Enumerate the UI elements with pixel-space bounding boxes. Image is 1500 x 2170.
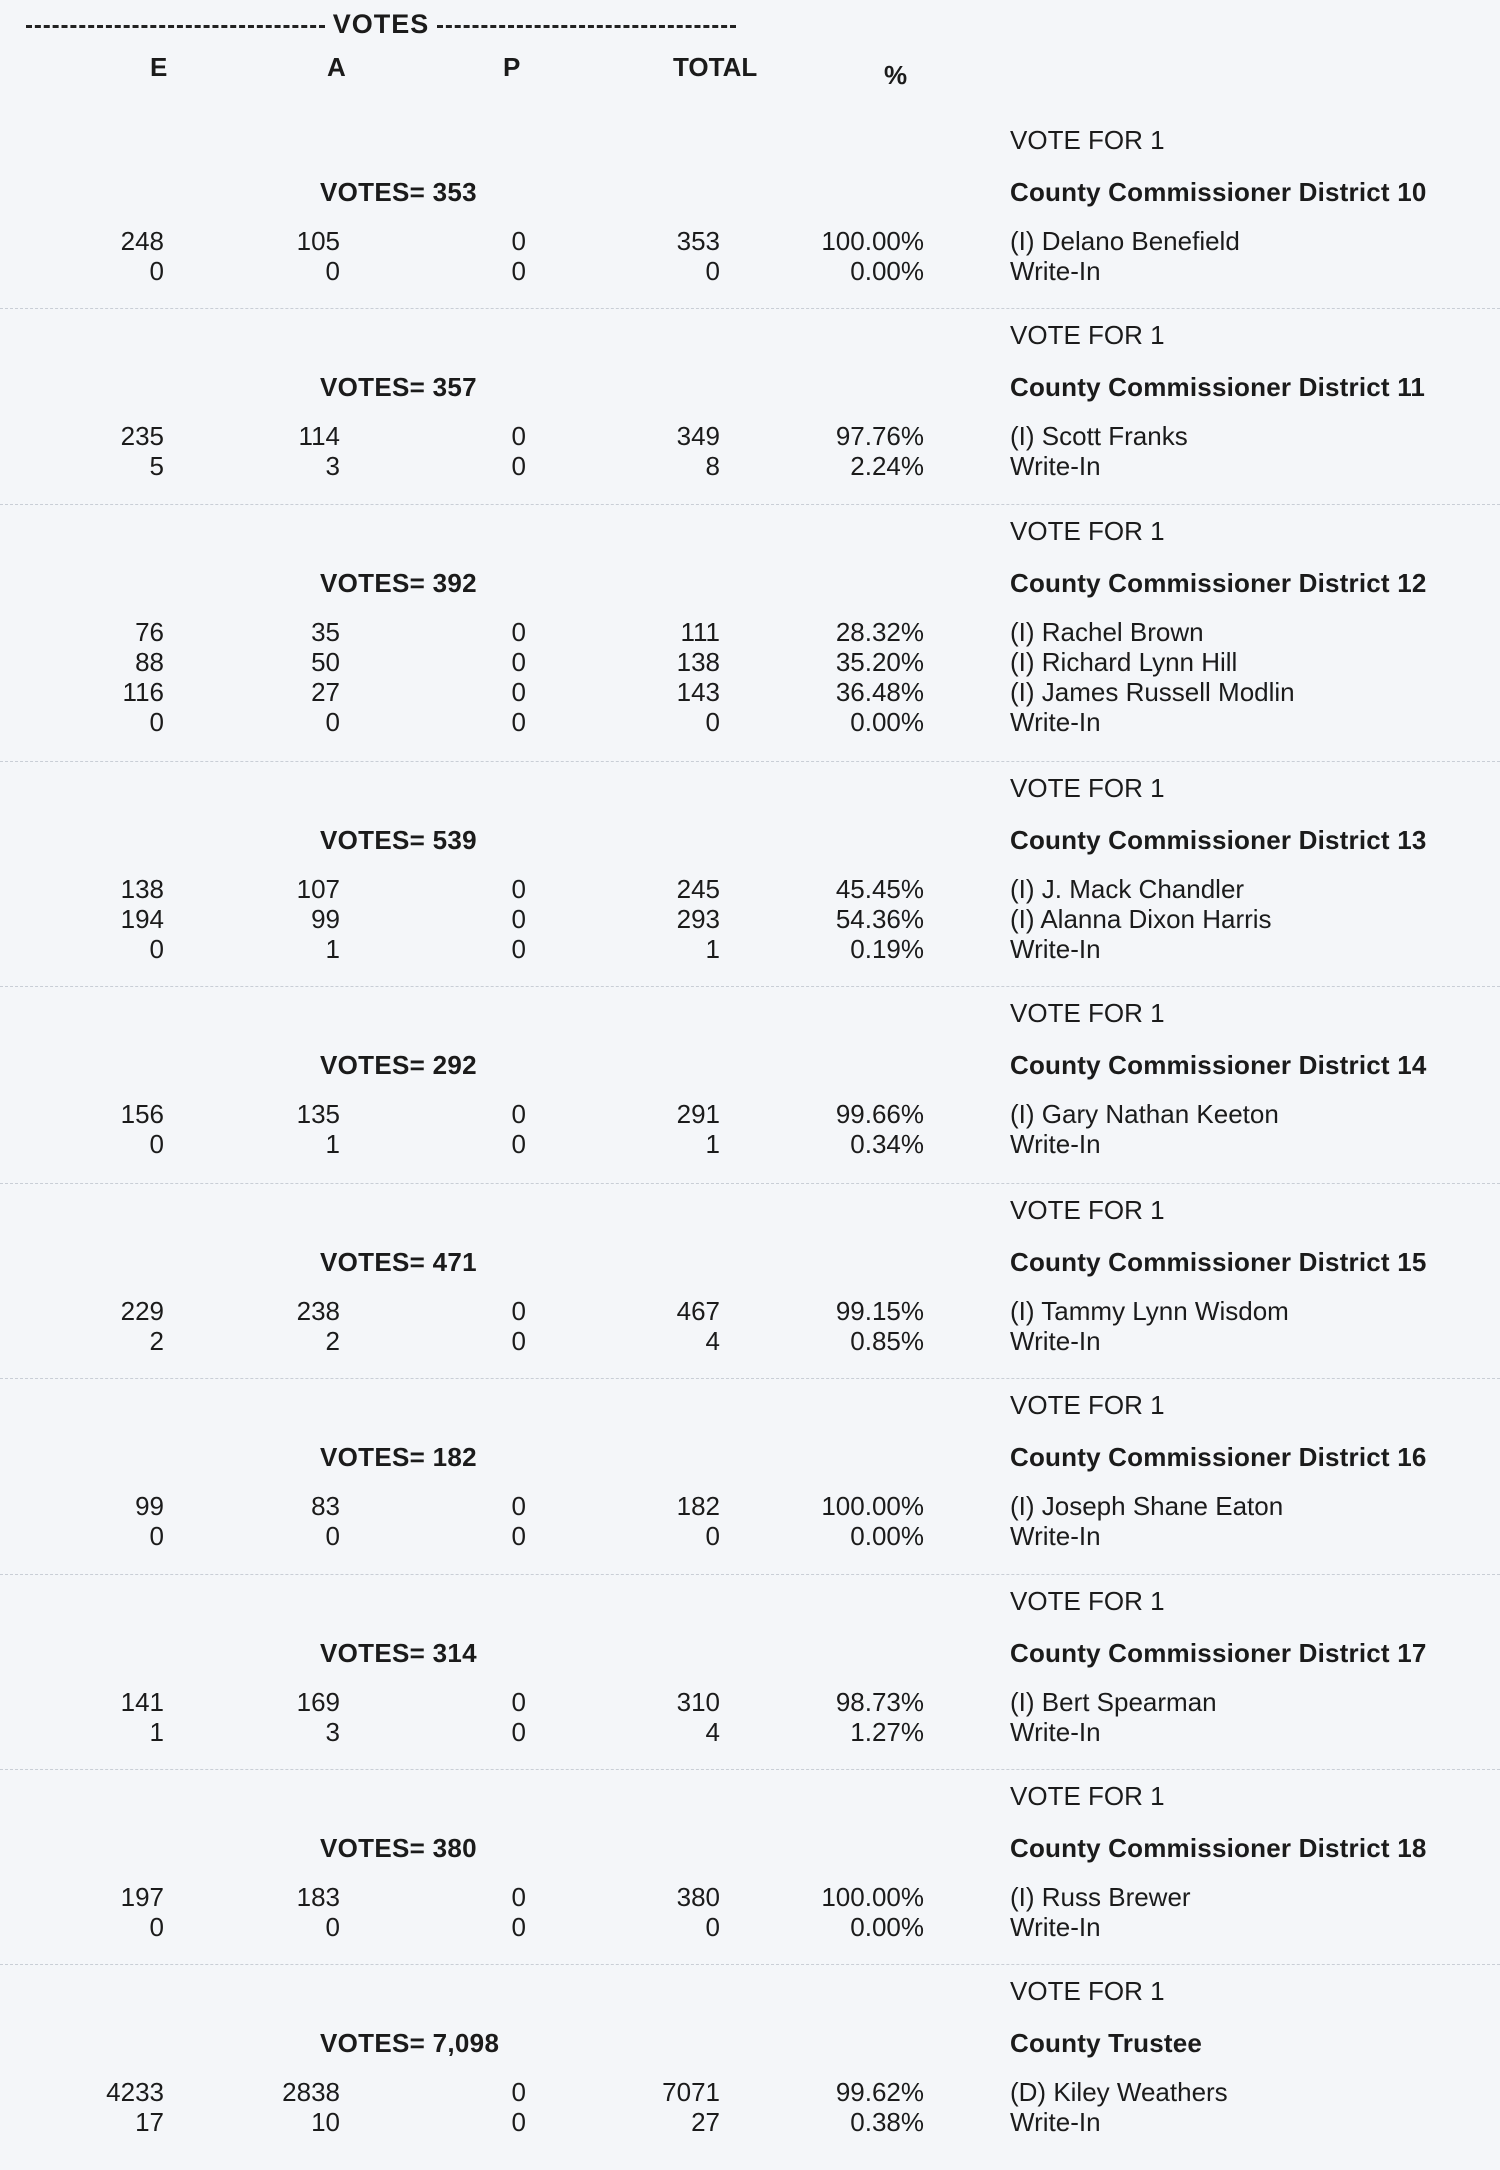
cell-e: 141 bbox=[120, 1687, 164, 1717]
contest-total-votes: VOTES= 292 bbox=[320, 1050, 477, 1080]
vote-for-label: VOTE FOR 1 bbox=[1010, 125, 1165, 155]
cell-e: 0 bbox=[149, 1912, 164, 1942]
cell-percent: 0.00% bbox=[850, 256, 924, 286]
vote-for-label: VOTE FOR 1 bbox=[1010, 1195, 1165, 1225]
cell-total: 182 bbox=[676, 1491, 720, 1521]
cell-p: 0 bbox=[511, 2107, 526, 2137]
cell-a: 83 bbox=[311, 1491, 340, 1521]
banner-dashes-right bbox=[437, 25, 736, 28]
cell-p: 0 bbox=[511, 677, 526, 707]
candidate-name: Write-In bbox=[1010, 256, 1101, 286]
vote-for-label: VOTE FOR 1 bbox=[1010, 1976, 1165, 2006]
cell-p: 0 bbox=[511, 256, 526, 286]
cell-total: 0 bbox=[705, 1912, 720, 1942]
cell-a: 1 bbox=[325, 1129, 340, 1159]
cell-e: 197 bbox=[120, 1882, 164, 1912]
cell-e: 116 bbox=[122, 677, 164, 707]
candidate-name: Write-In bbox=[1010, 934, 1101, 964]
cell-a: 107 bbox=[296, 874, 340, 904]
cell-a: 27 bbox=[311, 677, 340, 707]
cell-p: 0 bbox=[511, 1129, 526, 1159]
cell-a: 3 bbox=[325, 1717, 340, 1747]
cell-e: 0 bbox=[149, 1129, 164, 1159]
office-title: County Commissioner District 16 bbox=[1010, 1442, 1427, 1472]
candidate-row bbox=[0, 451, 1500, 481]
cell-e: 88 bbox=[135, 647, 164, 677]
cell-e: 0 bbox=[149, 1521, 164, 1551]
candidate-row bbox=[0, 1687, 1500, 1717]
candidate-name: (I) Russ Brewer bbox=[1010, 1882, 1191, 1912]
cell-e: 229 bbox=[120, 1296, 164, 1326]
candidate-name: (I) Scott Franks bbox=[1010, 421, 1188, 451]
cell-e: 2 bbox=[149, 1326, 164, 1356]
cell-p: 0 bbox=[511, 1521, 526, 1551]
candidate-row bbox=[0, 1326, 1500, 1356]
cell-percent: 100.00% bbox=[821, 226, 924, 256]
candidate-row bbox=[0, 904, 1500, 934]
office-title: County Commissioner District 10 bbox=[1010, 177, 1427, 207]
contest-total-votes: VOTES= 539 bbox=[320, 825, 477, 855]
votes-banner bbox=[26, 8, 736, 40]
candidate-row bbox=[0, 2077, 1500, 2107]
office-title: County Commissioner District 14 bbox=[1010, 1050, 1427, 1080]
cell-p: 0 bbox=[511, 1491, 526, 1521]
cell-total: 0 bbox=[705, 1521, 720, 1551]
cell-percent: 0.34% bbox=[850, 1129, 924, 1159]
office-title: County Commissioner District 17 bbox=[1010, 1638, 1427, 1668]
candidate-row bbox=[0, 1129, 1500, 1159]
candidate-row bbox=[0, 1882, 1500, 1912]
candidate-name: Write-In bbox=[1010, 451, 1101, 481]
candidate-name: (I) Richard Lynn Hill bbox=[1010, 647, 1238, 677]
section-divider bbox=[0, 1378, 1500, 1379]
vote-for-label: VOTE FOR 1 bbox=[1010, 1586, 1165, 1616]
cell-a: 35 bbox=[311, 617, 340, 647]
cell-percent: 97.76% bbox=[835, 421, 924, 451]
candidate-name: Write-In bbox=[1010, 1717, 1101, 1747]
office-title: County Commissioner District 12 bbox=[1010, 568, 1427, 598]
banner-dashes-left bbox=[26, 25, 325, 28]
cell-total: 0 bbox=[705, 707, 720, 737]
candidate-name: (I) Bert Spearman bbox=[1010, 1687, 1217, 1717]
vote-for-label: VOTE FOR 1 bbox=[1010, 1390, 1165, 1420]
candidate-row bbox=[0, 1099, 1500, 1129]
section-divider bbox=[0, 1964, 1500, 1965]
cell-a: 0 bbox=[325, 1912, 340, 1942]
cell-total: 143 bbox=[676, 677, 720, 707]
candidate-name: (D) Kiley Weathers bbox=[1010, 2077, 1228, 2107]
cell-p: 0 bbox=[511, 1687, 526, 1717]
candidate-row bbox=[0, 617, 1500, 647]
cell-percent: 98.73% bbox=[835, 1687, 924, 1717]
cell-p: 0 bbox=[511, 226, 526, 256]
candidate-row bbox=[0, 1912, 1500, 1942]
column-header-a: A bbox=[327, 52, 346, 82]
cell-e: 1 bbox=[149, 1717, 164, 1747]
contest-total-votes: VOTES= 471 bbox=[320, 1247, 477, 1277]
cell-p: 0 bbox=[511, 1326, 526, 1356]
cell-total: 353 bbox=[676, 226, 720, 256]
candidate-row bbox=[0, 226, 1500, 256]
candidate-name: Write-In bbox=[1010, 1521, 1101, 1551]
candidate-row bbox=[0, 647, 1500, 677]
cell-a: 10 bbox=[311, 2107, 340, 2137]
cell-e: 4233 bbox=[106, 2077, 164, 2107]
cell-percent: 0.85% bbox=[850, 1326, 924, 1356]
cell-a: 169 bbox=[296, 1687, 340, 1717]
candidate-name: (I) Alanna Dixon Harris bbox=[1010, 904, 1272, 934]
cell-percent: 45.45% bbox=[835, 874, 924, 904]
vote-for-label: VOTE FOR 1 bbox=[1010, 998, 1165, 1028]
cell-total: 1 bbox=[705, 934, 720, 964]
cell-a: 2 bbox=[325, 1326, 340, 1356]
candidate-name: (I) Tammy Lynn Wisdom bbox=[1010, 1296, 1289, 1326]
cell-a: 99 bbox=[311, 904, 340, 934]
candidate-row bbox=[0, 1521, 1500, 1551]
contest-total-votes: VOTES= 380 bbox=[320, 1833, 477, 1863]
candidate-row bbox=[0, 1491, 1500, 1521]
cell-p: 0 bbox=[511, 421, 526, 451]
cell-p: 0 bbox=[511, 451, 526, 481]
cell-a: 183 bbox=[296, 1882, 340, 1912]
candidate-row bbox=[0, 1296, 1500, 1326]
vote-for-label: VOTE FOR 1 bbox=[1010, 320, 1165, 350]
contest-total-votes: VOTES= 314 bbox=[320, 1638, 477, 1668]
cell-a: 50 bbox=[311, 647, 340, 677]
cell-e: 17 bbox=[135, 2107, 164, 2137]
column-header-percent: % bbox=[884, 60, 908, 90]
cell-e: 76 bbox=[135, 617, 164, 647]
candidate-name: Write-In bbox=[1010, 1326, 1101, 1356]
cell-a: 0 bbox=[325, 256, 340, 286]
vote-for-label: VOTE FOR 1 bbox=[1010, 773, 1165, 803]
office-title: County Commissioner District 18 bbox=[1010, 1833, 1427, 1863]
candidate-name: (I) James Russell Modlin bbox=[1010, 677, 1295, 707]
candidate-row bbox=[0, 256, 1500, 286]
cell-total: 4 bbox=[705, 1717, 720, 1747]
cell-percent: 99.15% bbox=[835, 1296, 924, 1326]
cell-percent: 2.24% bbox=[850, 451, 924, 481]
cell-p: 0 bbox=[511, 874, 526, 904]
section-divider bbox=[0, 504, 1500, 505]
candidate-row bbox=[0, 421, 1500, 451]
cell-e: 5 bbox=[149, 451, 164, 481]
cell-e: 0 bbox=[149, 934, 164, 964]
cell-percent: 100.00% bbox=[821, 1882, 924, 1912]
candidate-row bbox=[0, 677, 1500, 707]
cell-p: 0 bbox=[511, 934, 526, 964]
cell-total: 310 bbox=[676, 1687, 720, 1717]
cell-total: 349 bbox=[676, 421, 720, 451]
cell-total: 245 bbox=[676, 874, 720, 904]
cell-total: 111 bbox=[680, 617, 720, 647]
cell-a: 135 bbox=[296, 1099, 340, 1129]
cell-total: 380 bbox=[676, 1882, 720, 1912]
candidate-row bbox=[0, 874, 1500, 904]
cell-percent: 0.00% bbox=[850, 1521, 924, 1551]
cell-a: 105 bbox=[296, 226, 340, 256]
cell-p: 0 bbox=[511, 904, 526, 934]
cell-percent: 99.66% bbox=[835, 1099, 924, 1129]
candidate-name: (I) Rachel Brown bbox=[1010, 617, 1204, 647]
cell-e: 138 bbox=[120, 874, 164, 904]
candidate-name: (I) Delano Benefield bbox=[1010, 226, 1240, 256]
cell-total: 138 bbox=[676, 647, 720, 677]
cell-a: 0 bbox=[325, 707, 340, 737]
cell-total: 7071 bbox=[662, 2077, 720, 2107]
cell-percent: 100.00% bbox=[821, 1491, 924, 1521]
section-divider bbox=[0, 1769, 1500, 1770]
cell-a: 1 bbox=[325, 934, 340, 964]
section-divider bbox=[0, 761, 1500, 762]
cell-p: 0 bbox=[511, 617, 526, 647]
section-divider bbox=[0, 1183, 1500, 1184]
candidate-row bbox=[0, 707, 1500, 737]
cell-e: 248 bbox=[120, 226, 164, 256]
candidate-name: (I) Joseph Shane Eaton bbox=[1010, 1491, 1284, 1521]
office-title: County Commissioner District 15 bbox=[1010, 1247, 1427, 1277]
cell-total: 27 bbox=[691, 2107, 720, 2137]
candidate-name: (I) Gary Nathan Keeton bbox=[1010, 1099, 1279, 1129]
cell-total: 293 bbox=[676, 904, 720, 934]
cell-a: 2838 bbox=[282, 2077, 340, 2107]
cell-p: 0 bbox=[511, 647, 526, 677]
candidate-row bbox=[0, 1717, 1500, 1747]
cell-a: 238 bbox=[296, 1296, 340, 1326]
banner-title: VOTES bbox=[332, 8, 430, 39]
column-header-p: P bbox=[503, 52, 521, 82]
candidate-row bbox=[0, 934, 1500, 964]
section-divider bbox=[0, 986, 1500, 987]
cell-p: 0 bbox=[511, 707, 526, 737]
cell-e: 194 bbox=[120, 904, 164, 934]
section-divider bbox=[0, 1574, 1500, 1575]
cell-total: 1 bbox=[705, 1129, 720, 1159]
candidate-row bbox=[0, 2107, 1500, 2137]
cell-e: 99 bbox=[135, 1491, 164, 1521]
cell-a: 0 bbox=[325, 1521, 340, 1551]
contest-total-votes: VOTES= 7,098 bbox=[320, 2028, 500, 2058]
contest-total-votes: VOTES= 353 bbox=[320, 177, 477, 207]
column-header-e: E bbox=[150, 52, 168, 82]
cell-total: 291 bbox=[676, 1099, 720, 1129]
candidate-name: Write-In bbox=[1010, 1129, 1101, 1159]
contest-total-votes: VOTES= 357 bbox=[320, 372, 477, 402]
candidate-name: Write-In bbox=[1010, 2107, 1101, 2137]
cell-percent: 0.00% bbox=[850, 707, 924, 737]
office-title: County Trustee bbox=[1010, 2028, 1203, 2058]
cell-e: 0 bbox=[149, 256, 164, 286]
vote-for-label: VOTE FOR 1 bbox=[1010, 1781, 1165, 1811]
office-title: County Commissioner District 11 bbox=[1010, 372, 1426, 402]
cell-p: 0 bbox=[511, 1717, 526, 1747]
candidate-name: (I) J. Mack Chandler bbox=[1010, 874, 1245, 904]
cell-e: 156 bbox=[120, 1099, 164, 1129]
cell-percent: 28.32% bbox=[835, 617, 924, 647]
cell-p: 0 bbox=[511, 1882, 526, 1912]
cell-p: 0 bbox=[511, 1912, 526, 1942]
page-header bbox=[0, 0, 1500, 110]
cell-p: 0 bbox=[511, 2077, 526, 2107]
cell-a: 3 bbox=[325, 451, 340, 481]
cell-total: 8 bbox=[705, 451, 720, 481]
cell-a: 114 bbox=[298, 421, 340, 451]
cell-e: 0 bbox=[149, 707, 164, 737]
contest-total-votes: VOTES= 182 bbox=[320, 1442, 477, 1472]
cell-percent: 0.38% bbox=[850, 2107, 924, 2137]
candidate-name: Write-In bbox=[1010, 1912, 1101, 1942]
cell-percent: 1.27% bbox=[850, 1717, 924, 1747]
cell-e: 235 bbox=[120, 421, 164, 451]
contest-total-votes: VOTES= 392 bbox=[320, 568, 477, 598]
cell-percent: 54.36% bbox=[835, 904, 924, 934]
office-title: County Commissioner District 13 bbox=[1010, 825, 1427, 855]
cell-p: 0 bbox=[511, 1099, 526, 1129]
cell-percent: 36.48% bbox=[835, 677, 924, 707]
cell-total: 467 bbox=[676, 1296, 720, 1326]
cell-p: 0 bbox=[511, 1296, 526, 1326]
cell-percent: 0.00% bbox=[850, 1912, 924, 1942]
cell-percent: 0.19% bbox=[850, 934, 924, 964]
cell-total: 4 bbox=[705, 1326, 720, 1356]
vote-for-label: VOTE FOR 1 bbox=[1010, 516, 1165, 546]
section-divider bbox=[0, 308, 1500, 309]
cell-total: 0 bbox=[705, 256, 720, 286]
cell-percent: 99.62% bbox=[835, 2077, 924, 2107]
column-header-total: TOTAL bbox=[673, 52, 758, 82]
candidate-name: Write-In bbox=[1010, 707, 1101, 737]
cell-percent: 35.20% bbox=[835, 647, 924, 677]
